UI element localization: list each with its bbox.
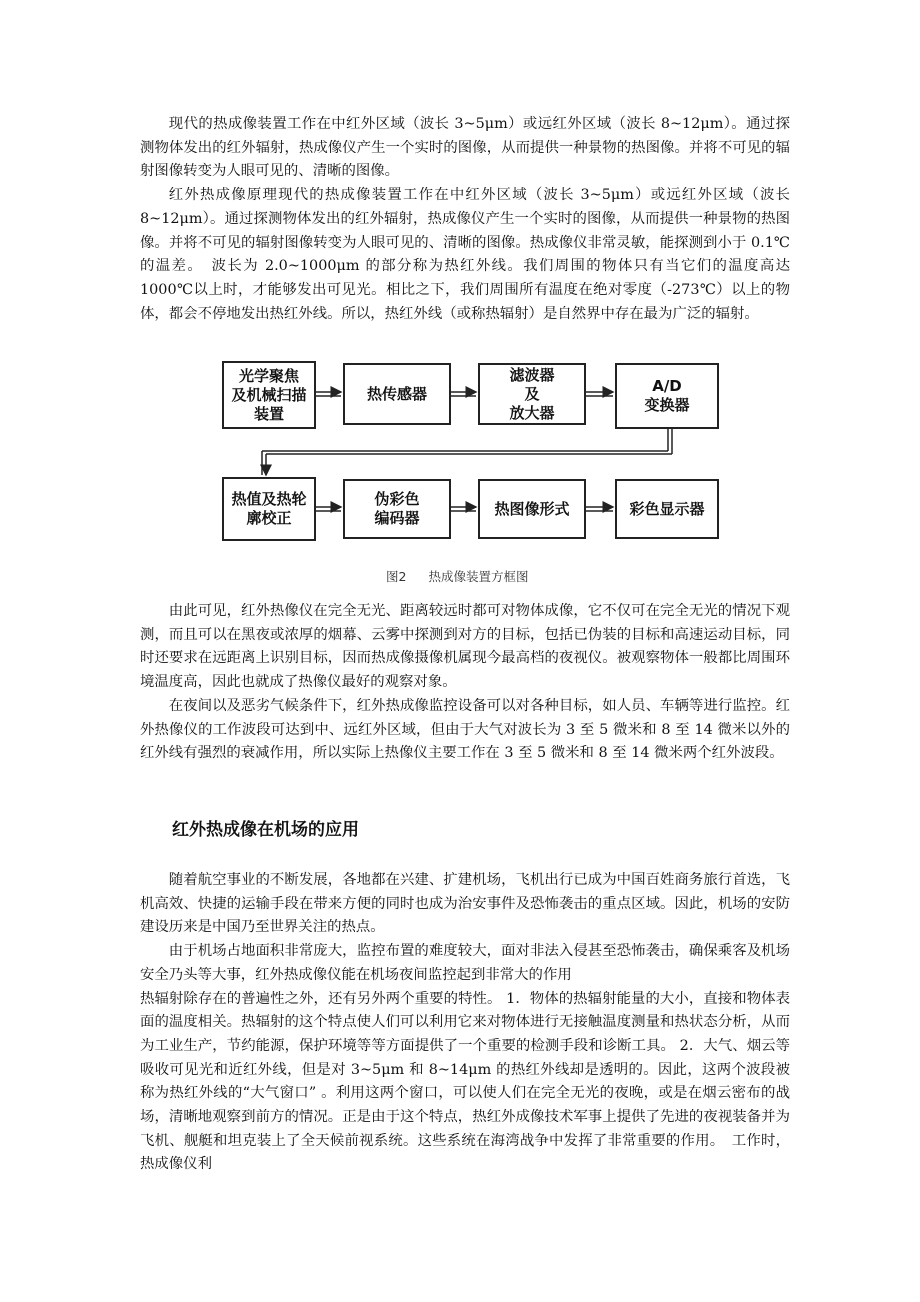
section-heading: 红外热成像在机场的应用: [172, 820, 359, 840]
figure-number: 图2: [386, 569, 407, 584]
paragraph: 现代的热成像装置工作在中红外区域（波长 3~5μm）或远红外区域（波长 8~12μm）。通过探测物体发出的红外辐射，热成像仪产生一个实时的图像，从而提供一种景物的热图像。并将不可见的辐射图像转变为人眼可见的、清晰的图像。: [140, 116, 790, 180]
middle-text-block: [140, 600, 790, 766]
paragraph: 热辐射除存在的普遍性之外，还有另外两个重要的特性。 1．物体的热辐射能量的大小，直接和物体表面的温度相关。热辐射的这个特点使人们可以利用它来对物体进行无接触温度测量和热状态分析，从而为工业生产，节约能源，保护环境等等方面提供了一个重要的检测手段和诊断工具。 2．大气、烟云等吸收可见光和近红外线，但是对 3~5μm 和 8~14μm 的热红外线却是透明的。因此，这两个波段被称为热红外线的“大气窗口” 。利用这两个窗口，可以使人们在完全无光的夜晚，或是在烟云密布的战场，清晰地观察到前方的情况。正是由于这个特点，热红外成像技术军事上提供了先进的夜视装备并为飞机、舰艇和坦克装上了全天候前视系统。这些系统在海湾战争中发挥了非常重要的作用。 工作时，热成像仪利: [140, 990, 790, 1173]
intro-text-block: [140, 113, 790, 326]
paragraph: 红外热成像原理现代的热成像装置工作在中红外区域（波长 3~5μm）或远红外区域（波长 8~12μm）。通过探测物体发出的红外辐射，热成像仪产生一个实时的图像，从而提供一种景物的热图像。并将不可见的辐射图像转变为人眼可见的、清晰的图像。热成像仪非常灵敏，能探测到小于 0.1℃的温差。 波长为 2.0~1000μm 的部分称为热红外线。我们周围的物体只有当它们的温度高达 1000℃以上时，才能够发出可见光。相比之下，我们周围所有温度在绝对零度（-273℃）以上的物体，都会不停地发出热红外线。所以，热红外线（或称热辐射）是自然界中存在最为广泛的辐射。: [140, 187, 790, 322]
diagram-box-color-display: 彩色显示器: [615, 479, 719, 539]
diagram-box-filter-amplifier: 滤波器 及 放大器: [478, 363, 586, 425]
paragraph: 随着航空事业的不断发展，各地都在兴建、扩建机场，飞机出行已成为中国百姓商务旅行首选，飞机高效、快捷的运输手段在带来方便的同时也成为治安事件及恐怖袭击的重点区域。因此，机场的安防建设历来是中国乃至世界关注的热点。: [140, 872, 790, 936]
diagram-box-pseudocolor-encoder: 伪彩色 编码器: [343, 479, 451, 539]
diagram-box-thermal-correction: 热值及热轮 廓校正: [222, 477, 316, 541]
paragraph: 在夜间以及恶劣气候条件下，红外热成像监控设备可以对各种目标，如人员、车辆等进行监控。红外热像仪的工作波段可达到中、远红外区域，但由于大气对波长为 3 至 5 微米和 8 至 14 微米以外的红外线有强烈的衰减作用，所以实际上热像仪主要工作在 3 至 5 微米和 8 至 14 微米两个红外波段。: [140, 697, 790, 762]
figure-title: 热成像装置方框图: [428, 569, 529, 584]
paragraph: 由此可见，红外热像仪在完全无光、距离较远时都可对物体成像，它不仅可在完全无光的情况下观测，而且可以在黑夜或浓厚的烟幕、云雾中探测到对方的目标，包括已伪装的目标和高速运动目标，同时还要求在远距离上识别目标，因而热成像摄像机属现今最高档的夜视仪。被观察物体一般都比周围环境温度高，因此也就成了热像仪最好的观察对象。: [140, 603, 790, 691]
diagram-box-thermal-sensor: 热传感器: [343, 363, 451, 425]
diagram-box-thermal-image-format: 热图像形式: [478, 479, 586, 539]
bottom-text-block: [140, 869, 790, 1177]
block-diagram: [218, 357, 721, 589]
diagram-box-optical-scan: 光学聚焦 及机械扫描 装置: [222, 361, 316, 429]
paragraph: 由于机场占地面积非常庞大，监控布置的难度较大，面对非法入侵甚至恐怖袭击，确保乘客及机场安全乃头等大事，红外热成像仪能在机场夜间监控起到非常大的作用: [140, 943, 790, 983]
figure-caption: [386, 567, 528, 585]
diagram-box-ad-converter: A/D 变换器: [615, 363, 719, 429]
